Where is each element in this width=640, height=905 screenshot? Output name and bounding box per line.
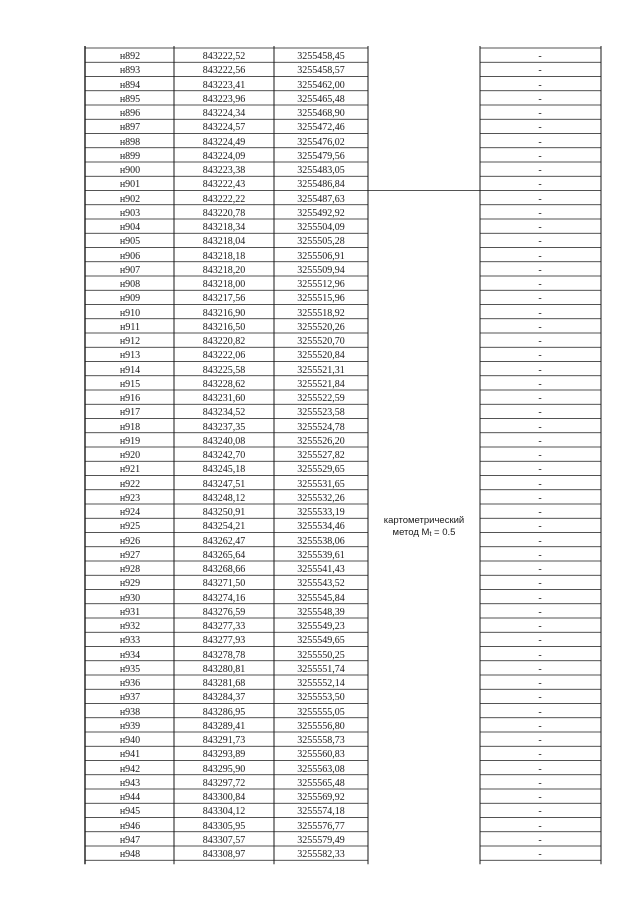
- dash-mark: -: [538, 193, 542, 205]
- point-name: н915: [119, 378, 141, 390]
- coord-x: 843224,57: [202, 122, 246, 134]
- dash-mark: -: [538, 478, 542, 490]
- point-name: н940: [119, 735, 141, 746]
- dash-mark: -: [538, 207, 542, 219]
- dash-mark: -: [538, 450, 542, 461]
- coord-x: 843223,41: [202, 79, 246, 91]
- dash-mark: -: [538, 65, 542, 77]
- coord-y: 3255556,80: [297, 720, 345, 732]
- coord-x: 843223,38: [202, 165, 246, 176]
- coord-x: 843307,57: [202, 834, 246, 846]
- coord-x: 843308,97: [202, 849, 246, 860]
- dash-mark: -: [538, 578, 542, 590]
- dash-mark: -: [538, 649, 542, 661]
- coord-y: 3255520,70: [297, 336, 345, 347]
- coord-x: 843217,56: [202, 293, 246, 305]
- dash-mark: -: [538, 507, 542, 518]
- coord-y: 3255520,84: [297, 350, 345, 362]
- coord-y: 3255550,25: [297, 649, 345, 661]
- point-name: н932: [119, 621, 141, 632]
- point-name: н909: [119, 293, 141, 305]
- coord-y: 3255552,14: [297, 678, 345, 689]
- point-name: н942: [119, 763, 141, 775]
- coord-x: 843218,20: [202, 264, 246, 276]
- coord-y: 3255520,26: [297, 321, 345, 333]
- point-name: н896: [119, 108, 141, 119]
- coord-y: 3255531,65: [297, 478, 345, 490]
- coord-y: 3255458,45: [297, 51, 345, 62]
- point-name: н893: [119, 65, 141, 77]
- coord-y: 3255582,33: [297, 849, 345, 860]
- coord-y: 3255532,26: [297, 492, 345, 504]
- coord-y: 3255465,48: [297, 93, 345, 105]
- coord-y: 3255538,06: [297, 535, 345, 547]
- point-name: н917: [119, 407, 141, 419]
- coord-y: 3255506,91: [297, 250, 345, 262]
- dash-mark: -: [538, 122, 542, 134]
- dash-mark: -: [538, 51, 542, 62]
- dash-mark: -: [538, 621, 542, 632]
- dash-mark: -: [538, 749, 542, 761]
- coord-x: 843225,58: [202, 364, 246, 376]
- point-name: н931: [119, 606, 141, 618]
- point-name: н910: [119, 307, 141, 319]
- coord-y: 3255539,61: [297, 549, 345, 561]
- coord-x: 843297,72: [202, 777, 246, 789]
- point-name: н919: [119, 435, 141, 447]
- point-name: н912: [119, 336, 141, 347]
- point-name: н901: [119, 179, 141, 191]
- coord-x: 843281,68: [202, 678, 246, 689]
- coord-x: 843237,35: [202, 421, 246, 433]
- coord-x: 843220,82: [202, 336, 246, 347]
- coord-x: 843218,00: [202, 279, 246, 290]
- coord-y: 3255560,83: [297, 749, 345, 761]
- point-name: н900: [119, 165, 141, 176]
- coord-y: 3255574,18: [297, 806, 345, 818]
- dash-mark: -: [538, 150, 542, 162]
- coord-y: 3255458,57: [297, 65, 345, 77]
- dash-mark: -: [538, 521, 542, 533]
- method-line-1: картометрический: [383, 515, 465, 526]
- point-name: н905: [119, 236, 141, 248]
- coord-x: 843216,50: [202, 321, 246, 333]
- point-name: н927: [119, 549, 141, 561]
- coord-x: 843222,43: [202, 179, 246, 191]
- point-name: н936: [119, 678, 141, 689]
- coord-y: 3255521,31: [297, 364, 345, 376]
- dash-mark: -: [538, 820, 542, 832]
- method-subscript: t: [429, 531, 432, 538]
- dash-mark: -: [538, 407, 542, 419]
- point-name: н933: [119, 635, 141, 647]
- coord-x: 843242,70: [202, 450, 246, 461]
- coord-x: 843222,22: [202, 193, 246, 205]
- coord-y: 3255543,52: [297, 578, 345, 590]
- coord-y: 3255487,63: [297, 193, 345, 205]
- coord-x: 843222,52: [202, 51, 246, 62]
- coord-x: 843286,95: [202, 706, 246, 718]
- coord-y: 3255565,48: [297, 777, 345, 789]
- coord-y: 3255563,08: [297, 763, 345, 775]
- dash-mark: -: [538, 293, 542, 305]
- coord-x: 843284,37: [202, 692, 246, 704]
- point-name: н895: [119, 93, 141, 105]
- coord-x: 843300,84: [202, 792, 246, 803]
- dash-mark: -: [538, 806, 542, 818]
- point-name: н924: [119, 507, 141, 518]
- coord-x: 843248,12: [202, 492, 246, 504]
- coord-y: 3255479,56: [297, 150, 345, 162]
- coord-x: 843222,56: [202, 65, 246, 77]
- coord-x: 843245,18: [202, 464, 246, 476]
- dash-mark: -: [538, 678, 542, 689]
- coord-y: 3255551,74: [297, 663, 345, 675]
- dash-mark: -: [538, 421, 542, 433]
- dash-mark: -: [538, 492, 542, 504]
- coord-y: 3255521,84: [297, 378, 345, 390]
- point-name: н906: [119, 250, 141, 262]
- point-name: н892: [119, 51, 141, 62]
- dash-mark: -: [538, 834, 542, 846]
- point-name: н946: [119, 820, 141, 832]
- point-name: н911: [120, 321, 140, 333]
- dash-mark: -: [538, 79, 542, 91]
- dash-mark: -: [538, 849, 542, 860]
- coord-x: 843224,34: [202, 108, 246, 119]
- dash-mark: -: [538, 692, 542, 704]
- dash-mark: -: [538, 336, 542, 347]
- dash-mark: -: [538, 763, 542, 775]
- coord-y: 3255512,96: [297, 279, 345, 290]
- coord-y: 3255476,02: [297, 136, 345, 148]
- coord-x: 843265,64: [202, 549, 246, 561]
- coord-x: 843220,78: [202, 207, 246, 219]
- dash-mark: -: [538, 165, 542, 176]
- point-name: н922: [119, 478, 141, 490]
- dash-mark: -: [538, 136, 542, 148]
- coord-y: 3255527,82: [297, 450, 345, 461]
- point-name: н923: [119, 492, 141, 504]
- coord-x: 843293,89: [202, 749, 246, 761]
- coord-x: 843240,08: [202, 435, 246, 447]
- dash-mark: -: [538, 393, 542, 404]
- dash-mark: -: [538, 606, 542, 618]
- coord-y: 3255518,92: [297, 307, 345, 319]
- coord-x: 843268,66: [202, 564, 246, 575]
- dash-mark: -: [538, 307, 542, 319]
- method-suffix: = 0.5: [431, 527, 456, 538]
- dash-mark: -: [538, 236, 542, 248]
- point-name: н899: [119, 150, 141, 162]
- coord-y: 3255505,28: [297, 236, 345, 248]
- coord-x: 843224,09: [202, 150, 246, 162]
- dash-mark: -: [538, 663, 542, 675]
- dash-mark: -: [538, 564, 542, 575]
- coord-y: 3255579,49: [297, 834, 345, 846]
- point-name: н916: [119, 393, 141, 404]
- point-name: н935: [119, 663, 141, 675]
- dash-mark: -: [538, 222, 542, 233]
- coord-y: 3255541,43: [297, 564, 345, 575]
- coord-x: 843224,49: [202, 136, 246, 148]
- coord-x: 843277,33: [202, 621, 246, 632]
- coord-x: 843218,34: [202, 222, 246, 233]
- point-name: н939: [119, 720, 141, 732]
- coord-y: 3255549,23: [297, 621, 345, 632]
- dash-mark: -: [538, 179, 542, 191]
- point-name: н937: [119, 692, 141, 704]
- coord-x: 843228,62: [202, 378, 246, 390]
- point-name: н948: [119, 849, 141, 860]
- point-name: н947: [119, 834, 141, 846]
- coord-y: 3255462,00: [297, 79, 345, 91]
- coord-x: 843295,90: [202, 763, 246, 775]
- coord-y: 3255468,90: [297, 108, 345, 119]
- point-name: н904: [119, 222, 141, 233]
- coord-y: 3255548,39: [297, 606, 345, 618]
- coord-x: 843291,73: [202, 735, 246, 746]
- point-name: н913: [119, 350, 141, 362]
- coord-y: 3255555,05: [297, 706, 345, 718]
- point-name: н945: [119, 806, 141, 818]
- point-name: н928: [119, 564, 141, 575]
- dash-mark: -: [538, 350, 542, 362]
- coord-y: 3255545,84: [297, 592, 345, 604]
- point-name: н920: [119, 450, 141, 461]
- coord-y: 3255504,09: [297, 222, 345, 233]
- coord-x: 843250,91: [202, 507, 246, 518]
- dash-mark: -: [538, 378, 542, 390]
- point-name: н926: [119, 535, 141, 547]
- coord-x: 843218,04: [202, 236, 246, 248]
- coord-y: 3255576,77: [297, 820, 345, 832]
- point-name: н934: [119, 649, 141, 661]
- coord-x: 843254,21: [202, 521, 246, 533]
- point-name: н897: [119, 122, 141, 134]
- coord-x: 843276,59: [202, 606, 246, 618]
- coord-x: 843216,90: [202, 307, 246, 319]
- coord-x: 843280,81: [202, 663, 246, 675]
- coord-x: 843278,78: [202, 649, 246, 661]
- coord-y: 3255509,94: [297, 264, 345, 276]
- coord-y: 3255492,92: [297, 207, 345, 219]
- coord-x: 843234,52: [202, 407, 246, 419]
- dash-mark: -: [538, 549, 542, 561]
- coord-x: 843223,96: [202, 93, 246, 105]
- coord-y: 3255522,59: [297, 393, 345, 404]
- dash-mark: -: [538, 264, 542, 276]
- point-name: н908: [119, 279, 141, 290]
- coord-y: 3255558,73: [297, 735, 345, 746]
- point-name: н914: [119, 364, 141, 376]
- coord-y: 3255486,84: [297, 179, 345, 191]
- point-name: н918: [119, 421, 141, 433]
- dash-mark: -: [538, 792, 542, 803]
- coord-y: 3255529,65: [297, 464, 345, 476]
- coord-x: 843222,06: [202, 350, 246, 362]
- point-name: н929: [119, 578, 141, 590]
- point-name: н907: [119, 264, 141, 276]
- dash-mark: -: [538, 93, 542, 105]
- method-line-2: [370, 527, 478, 541]
- coord-x: 843289,41: [202, 720, 246, 732]
- dash-mark: -: [538, 108, 542, 119]
- coord-x: 843277,93: [202, 635, 246, 647]
- point-name: н938: [119, 706, 141, 718]
- coord-x: 843305,95: [202, 820, 246, 832]
- coord-y: 3255472,46: [297, 122, 345, 134]
- dash-mark: -: [538, 706, 542, 718]
- coord-x: 843274,16: [202, 592, 246, 604]
- dash-mark: -: [538, 592, 542, 604]
- point-name: н941: [119, 749, 141, 761]
- coord-x: 843231,60: [202, 393, 246, 404]
- point-name: н925: [119, 521, 141, 533]
- coord-y: 3255526,20: [297, 435, 345, 447]
- method-prefix: метод M: [392, 527, 430, 538]
- point-name: н903: [119, 207, 141, 219]
- point-name: н902: [119, 193, 141, 205]
- coord-y: 3255483,05: [297, 165, 345, 176]
- dash-mark: -: [538, 464, 542, 476]
- dash-mark: -: [538, 777, 542, 789]
- dash-mark: -: [538, 250, 542, 262]
- point-name: н943: [119, 777, 141, 789]
- coord-y: 3255523,58: [297, 407, 345, 419]
- point-name: н930: [119, 592, 141, 604]
- coord-y: 3255524,78: [297, 421, 345, 433]
- coord-y: 3255534,46: [297, 521, 345, 533]
- coord-x: 843304,12: [202, 806, 246, 818]
- coord-x: 843271,50: [202, 578, 246, 590]
- coord-y: 3255553,50: [297, 692, 345, 704]
- coord-y: 3255569,92: [297, 792, 345, 803]
- coord-y: 3255515,96: [297, 293, 345, 305]
- dash-mark: -: [538, 720, 542, 732]
- dash-mark: -: [538, 535, 542, 547]
- dash-mark: -: [538, 635, 542, 647]
- dash-mark: -: [538, 321, 542, 333]
- coord-x: 843218,18: [202, 250, 246, 262]
- coord-y: 3255533,19: [297, 507, 345, 518]
- dash-mark: -: [538, 735, 542, 746]
- coord-x: 843247,51: [202, 478, 246, 490]
- point-name: н921: [119, 464, 141, 476]
- coord-x: 843262,47: [202, 535, 246, 547]
- dash-mark: -: [538, 364, 542, 376]
- point-name: н894: [119, 79, 141, 91]
- dash-mark: -: [538, 435, 542, 447]
- dash-mark: -: [538, 279, 542, 290]
- point-name: н944: [119, 792, 141, 803]
- method-cell: [370, 515, 478, 541]
- point-name: н898: [119, 136, 141, 148]
- coord-y: 3255549,65: [297, 635, 345, 647]
